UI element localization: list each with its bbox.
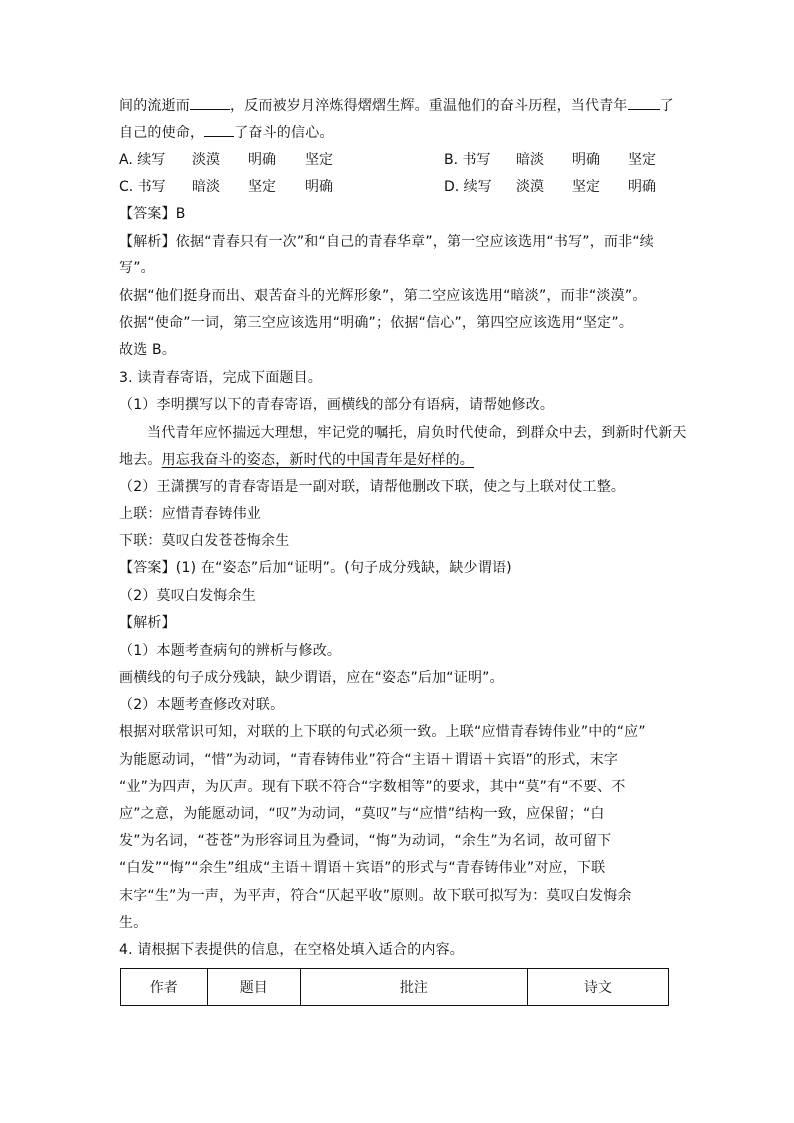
option-b-1: B. 书写 bbox=[444, 152, 491, 168]
option-d-1: D. 续写 bbox=[444, 179, 492, 195]
q3-analysis-3: （2）本题考查修改对联。 bbox=[119, 697, 285, 713]
option-a-1: A. 续写 bbox=[119, 152, 166, 168]
couplet-lower: 下联：莫叹白发苍苍悔余生 bbox=[119, 533, 290, 549]
table-header-author: 作者 bbox=[121, 969, 208, 1006]
q2-analysis-4: 依据“使命”一词，第三空应该选用“明确”；依据“信心”，第四空应该选用“坚定”。 bbox=[119, 315, 634, 331]
q3-sub2: （2）王潇撰写的青春寄语是一副对联，请帮他删改下联，使之与上联对仗工整。 bbox=[119, 479, 626, 495]
q3-title: 3. 读青春寄语，完成下面题目。 bbox=[119, 370, 323, 386]
q3-analysis-5: 为能愿动词，“惜”为动词，“青春铸伟业”符合“主语＋谓语＋宾语”的形式，末字 bbox=[119, 752, 619, 768]
info-table bbox=[120, 968, 669, 1006]
q3-analysis-head: 【解析】 bbox=[119, 615, 176, 631]
underlined-sentence: 用忘我奋斗的姿态，新时代的中国青年是好样的。 bbox=[161, 452, 475, 468]
option-c-2: 暗淡 bbox=[192, 179, 220, 195]
q2-analysis-2: 写”。 bbox=[119, 260, 155, 276]
q3-answer-2: （2）莫叹白发悔余生 bbox=[119, 588, 256, 604]
option-d-3: 坚定 bbox=[572, 179, 600, 195]
option-a-2: 淡漠 bbox=[192, 152, 220, 168]
option-d-4: 明确 bbox=[628, 179, 656, 195]
option-c-4: 明确 bbox=[305, 179, 333, 195]
q2-stem-line-1: 间的流逝而 ，反而被岁月淬炼得熠熠生辉。重温他们的奋斗历程，当代青年 了 bbox=[119, 95, 679, 116]
table-header-row bbox=[121, 969, 669, 1006]
couplet-upper: 上联：应惜青春铸伟业 bbox=[119, 506, 261, 522]
q3-sub1: （1）李明撰写以下的青春寄语，画横线的部分有语病，请帮她修改。 bbox=[119, 397, 555, 413]
blank-3 bbox=[628, 95, 660, 110]
q3-analysis-8: 发”为名词，“苍苍”为形容词且为叠词，“悔”为动词，“余生”为名词，故可留下 bbox=[119, 833, 612, 849]
table-header-title: 题目 bbox=[207, 969, 301, 1006]
q3-analysis-2: 画横线的句子成分残缺，缺少谓语，应在“姿态”后加“证明”。 bbox=[119, 670, 504, 686]
q2-answer: 【答案】B bbox=[119, 206, 186, 222]
q2-stem-line-2: 自己的使命， 了奋斗的信心。 bbox=[119, 122, 679, 143]
option-c-1: C. 书写 bbox=[119, 179, 166, 195]
q3-passage-1: 当代青年应怀揣远大理想，牢记党的嘱托，肩负时代使命，到群众中去，到新时代新天 bbox=[147, 425, 687, 441]
q3-analysis-4: 根据对联常识可知，对联的上下联的句式必须一致。上联“应惜青春铸伟业”中的“应” bbox=[119, 724, 646, 740]
option-c-3: 坚定 bbox=[248, 179, 276, 195]
table-header-poem: 诗文 bbox=[527, 969, 668, 1006]
q3-analysis-1: （1）本题考查病句的辨析与修改。 bbox=[119, 643, 342, 659]
q3-analysis-9: “白发”“悔”“余生”组成“主语＋谓语＋宾语”的形式与“青春铸伟业”对应，下联 bbox=[119, 860, 606, 876]
q3-analysis-11: 生。 bbox=[119, 915, 148, 931]
option-a-4: 坚定 bbox=[305, 152, 333, 168]
option-b-2: 暗淡 bbox=[516, 152, 544, 168]
q4-title: 4. 请根据下表提供的信息，在空格处填入适合的内容。 bbox=[119, 942, 465, 958]
q2-analysis-5: 故选 B。 bbox=[119, 342, 177, 358]
q3-answer-1: 【答案】(1) 在“姿态”后加“证明”。(句子成分残缺，缺少谓语) bbox=[119, 560, 512, 576]
option-b-3: 明确 bbox=[572, 152, 600, 168]
option-d-2: 淡漠 bbox=[516, 179, 544, 195]
q3-analysis-7: 应”之意，为能愿动词，“叹”为动词，“莫叹”与“应惜”结构一致，应保留；“白 bbox=[119, 806, 605, 822]
q3-passage-2: 地去。用忘我奋斗的姿态，新时代的中国青年是好样的。 bbox=[119, 452, 475, 468]
q3-analysis-6: “业”为四声，为仄声。现有下联不符合“字数相等”的要求，其中“莫”有“不要、不 bbox=[119, 779, 626, 795]
option-a-3: 明确 bbox=[248, 152, 276, 168]
option-b-4: 坚定 bbox=[628, 152, 656, 168]
q3-analysis-10: 末字“生”为一声，为平声，符合“仄起平收”原则。故下联可拟写为：莫叹白发悔余 bbox=[119, 888, 632, 904]
blank-1 bbox=[190, 95, 230, 110]
q2-analysis-1: 【解析】依据“青春只有一次”和“自己的青春华章”，第一空应该选用“书写”，而非“续 bbox=[119, 234, 654, 250]
q2-analysis-3: 依据“他们挺身而出、艰苦奋斗的光辉形象”，第二空应该选用“暗淡”，而非“淡漠”。 bbox=[119, 288, 647, 304]
table-header-notes: 批注 bbox=[301, 969, 528, 1006]
blank-4 bbox=[204, 122, 234, 137]
